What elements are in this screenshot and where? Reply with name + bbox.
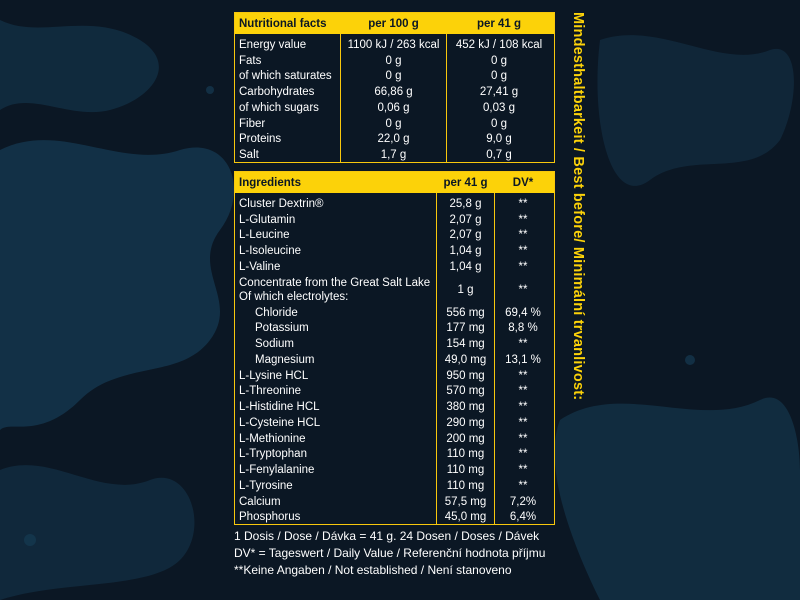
ingredient-name: Phosphorus [239,511,301,524]
ingredient-name: L-Isoleucine [239,245,302,258]
ingredient-dv: ** [518,385,528,398]
ingredient-dv: ** [518,369,528,382]
nutrition-header-name: Nutritional facts [239,17,327,30]
ingredient-name: L-Valine [239,260,281,273]
ingredient-amount: 950 mg [446,369,485,382]
ingredient-amount: 110 mg [446,479,485,492]
table-row [235,212,554,228]
nutrient-per41: 0 g [491,70,507,83]
nutrient-per100: 1100 kJ / 263 kcal [347,38,440,51]
nutrient-per100: 0 g [385,54,402,67]
ingredient-dv: ** [518,245,528,258]
nutrient-name: Fiber [239,117,266,130]
nutrition-body [235,34,554,163]
best-before-label: Mindesthaltbarkeit / Best before/ Minimální trvanlivost: [570,12,586,401]
table-row [235,116,554,132]
nutrient-per41: 0,03 g [483,101,515,114]
footnote-daily-value: DV* = Tageswert / Daily Value / Referenční hodnota příjmu [234,546,546,560]
ingredient-dv: ** [518,229,528,242]
nutrient-per100: 0 g [385,70,402,83]
ingredient-amount: 290 mg [446,416,485,429]
table-row [235,305,554,321]
nutrient-per100: 1,7 g [380,149,407,162]
nutrient-per41: 452 kJ / 108 kcal [455,38,543,51]
footnotes [234,528,545,579]
ingredient-name: L-Tryptophan [239,448,307,461]
ingredient-amount: 1 g [457,283,474,296]
ingredient-amount: 570 mg [446,385,485,398]
table-row [235,494,554,510]
ingredient-name: Calcium [239,495,281,508]
ingredient-dv: 8,8 % [508,322,538,335]
ingredients-body [235,193,554,525]
table-row [235,84,554,100]
nutrient-name: Fats [239,54,262,67]
nutrient-name: of which sugars [239,101,319,114]
table-row [235,352,554,368]
table-row [235,259,554,275]
ingredients-header-name: Ingredients [239,176,301,189]
ingredient-dv: ** [518,260,528,273]
footnote-not-established: **Keine Angaben / Not established / Není stanoveno [234,563,512,577]
ingredient-dv: ** [518,401,528,414]
nutrient-name: Proteins [239,133,282,146]
ingredient-name: Potassium [255,322,309,335]
ingredients-header-per41: per 41 g [443,176,488,189]
ingredient-name: L-Methionine [239,432,306,445]
ingredient-dv: ** [518,464,528,477]
ingredient-amount: 45,0 mg [444,511,487,524]
ingredient-amount: 49,0 mg [444,353,487,366]
table-row [235,336,554,352]
ingredient-dv: ** [518,416,528,429]
table-row [235,243,554,259]
ingredient-amount: 380 mg [446,401,485,414]
nutrition-header-per100: per 100 g [368,17,419,30]
ingredient-name: L-Tyrosine [239,479,293,492]
ingredient-amount: 57,5 mg [444,495,487,508]
table-row [235,384,554,400]
ingredient-dv: ** [518,197,528,210]
table-row [235,196,554,212]
nutrient-name: Energy value [239,38,307,51]
ingredient-dv: ** [518,448,528,461]
ingredient-dv: ** [518,479,528,492]
nutrition-header-per41: per 41 g [476,17,522,30]
ingredient-dv: ** [518,338,528,351]
ingredient-name: L-Leucine [239,229,290,242]
nutrient-name: Salt [239,149,259,162]
ingredients-header-row [235,172,554,193]
ingredient-dv: ** [518,283,528,296]
ingredients-table [234,171,555,525]
table-row [235,431,554,447]
nutrient-per100: 0 g [385,117,402,130]
ingredient-name: L-Threonine [239,385,302,398]
table-row [235,510,554,526]
ingredient-name: Concentrate from the Great Salt Lake Of which electrolytes: [239,276,431,303]
ingredient-dv: 69,4 % [505,306,541,319]
ingredient-dv: ** [518,432,528,445]
table-row [235,275,554,305]
table-row [235,478,554,494]
table-row [235,53,554,69]
nutrient-name: Carbohydrates [239,86,315,99]
ingredient-amount: 200 mg [446,432,485,445]
ingredient-name: Chloride [255,306,298,319]
nutrient-per100: 22,0 g [377,133,410,146]
ingredient-dv: ** [518,213,528,226]
table-row [235,368,554,384]
nutrient-per100: 66,86 g [374,86,413,99]
ingredient-amount: 1,04 g [449,245,482,258]
table-row [235,100,554,116]
nutrient-per41: 0 g [491,54,507,67]
nutrient-name: of which saturates [239,70,332,83]
footnote-dose: 1 Dosis / Dose / Dávka = 41 g. 24 Dosen / Doses / Dávek [234,529,540,543]
nutrition-header-row [235,13,554,34]
ingredient-name: L-Cysteine HCL [239,416,321,429]
ingredient-dv: 6,4% [509,511,537,524]
ingredient-amount: 154 mg [446,338,485,351]
table-row [235,228,554,244]
table-row [235,321,554,337]
ingredient-amount: 2,07 g [449,213,482,226]
ingredient-name: Sodium [255,338,294,351]
nutrient-per41: 27,41 g [479,86,519,99]
table-row [235,447,554,463]
ingredient-name: L-Histidine HCL [239,401,320,414]
table-row [235,147,554,163]
nutrient-per41: 0,7 g [486,149,512,162]
ingredients-header-dv: DV* [512,176,534,189]
ingredient-dv: 7,2% [509,495,537,508]
table-row [235,399,554,415]
table-row [235,415,554,431]
nutrient-per100: 0,06 g [377,101,410,114]
ingredient-amount: 110 mg [446,448,485,461]
table-row [235,132,554,148]
ingredient-name: Magnesium [255,353,315,366]
ingredient-amount: 556 mg [446,306,485,319]
ingredient-name: L-Fenylalanine [239,464,315,477]
table-row [235,69,554,85]
ingredient-amount: 2,07 g [449,229,482,242]
ingredient-amount: 25,8 g [449,197,482,210]
ingredient-name: Cluster Dextrin® [239,197,324,210]
table-row [235,37,554,53]
ingredient-name: L-Glutamin [239,213,296,226]
nutrition-facts-table [234,12,555,163]
ingredient-amount: 1,04 g [449,260,482,273]
ingredient-amount: 177 mg [446,322,485,335]
ingredient-amount: 110 mg [446,464,485,477]
ingredient-name: L-Lysine HCL [239,369,309,382]
nutrient-per41: 0 g [491,117,507,130]
ingredient-dv: 13,1 % [505,353,541,366]
nutrient-per41: 9,0 g [486,133,512,146]
table-row [235,462,554,478]
